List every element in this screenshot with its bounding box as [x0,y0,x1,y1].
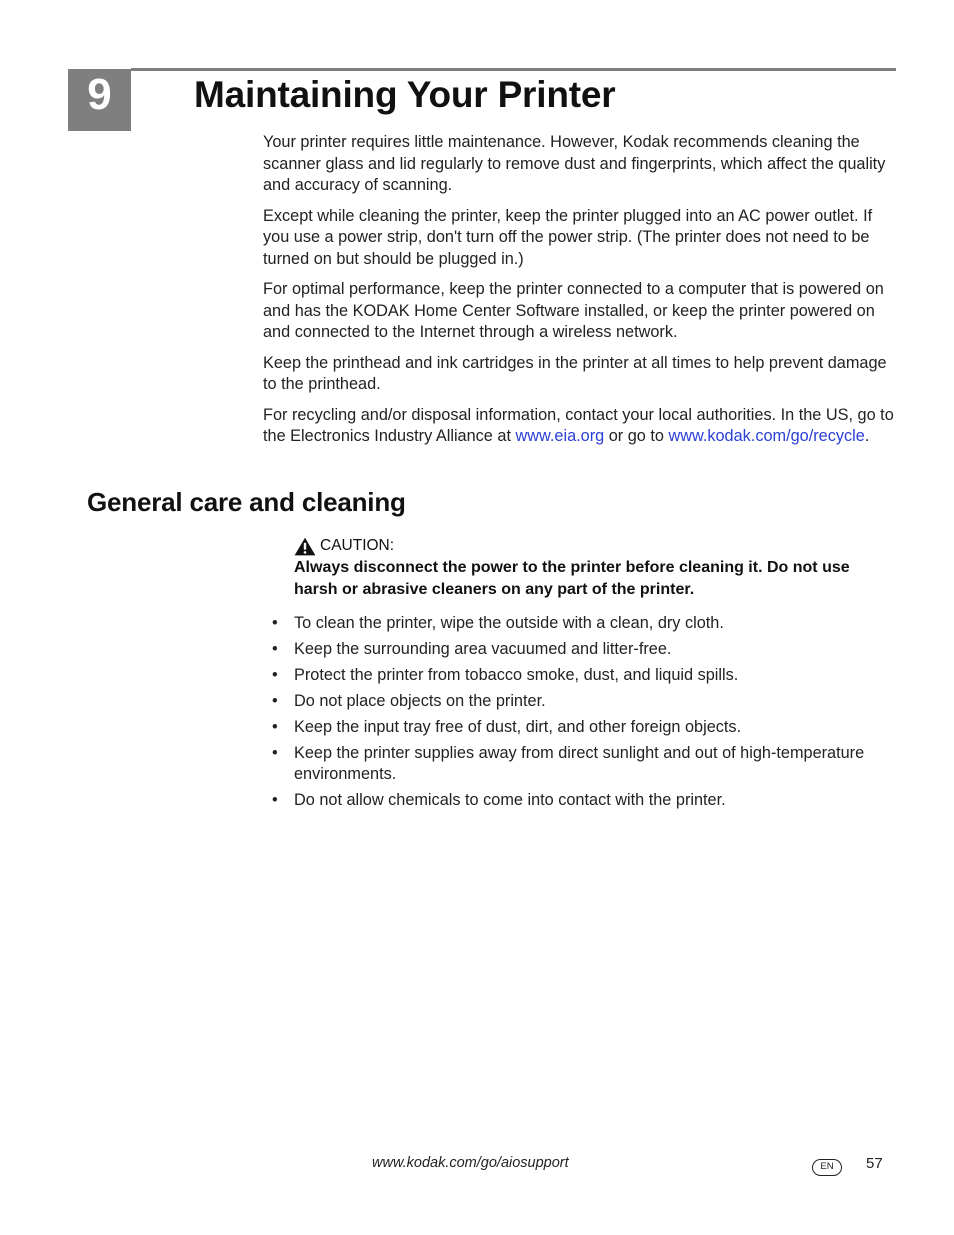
caution-text: Always disconnect the power to the printer before cleaning it. Do not use harsh or abrasive cleaners on any part of the printer. [294,559,850,598]
caution-box [294,535,894,601]
recycling-text: . [864,427,870,445]
recycling-text: or go to [604,427,669,445]
list-item-text: Protect the printer from tobacco smoke, dust, and liquid spills. [294,666,739,684]
list-item [272,639,899,660]
list-item [272,743,899,785]
recycling-text: For recycling and/or disposal information, contact your local authorities. In the US, go to the Electronics Industry Alliance at [263,405,894,445]
list-item-text: Do not allow chemicals to come into contact with the printer. [294,791,726,809]
bullet-icon: • [272,666,278,684]
intro-text [263,132,899,457]
language-badge: EN [812,1159,842,1176]
chapter-number-badge: 9 [68,69,131,131]
care-list [272,613,899,816]
bullet-icon: • [272,791,278,809]
intro-paragraph: For optimal performance, keep the printer connected to a computer that is powered on and has the KODAK Home Center Software installed, or keep the printer powered on and connected to the Internet through a wireless network. [263,280,884,341]
list-item [272,790,899,811]
section-title: General care and cleaning [87,487,406,517]
intro-paragraph: Your printer requires little maintenance. However, Kodak recommends cleaning the scanner glass and lid regularly to remove dust and fingerprints, which affect the quality and accuracy of scanning. [263,133,886,194]
list-item-text: Keep the input tray free of dust, dirt, and other foreign objects. [294,718,742,736]
intro-paragraph: Keep the printhead and ink cartridges in the printer at all times to help prevent damage to the printhead. [263,353,887,393]
list-item-text: Keep the surrounding area vacuumed and litter-free. [294,640,672,658]
list-item [272,613,899,634]
chapter-rule [131,68,896,71]
chapter-title: Maintaining Your Printer [194,74,616,115]
caution-header [294,535,894,557]
caution-label: CAUTION: [320,537,395,554]
bullet-icon: • [272,744,278,762]
eia-link[interactable]: www.eia.org [515,427,605,445]
recycling-paragraph [263,405,899,448]
footer-url: www.kodak.com/go/aiosupport [372,1155,569,1171]
list-item [272,717,899,738]
kodak-recycle-link[interactable]: www.kodak.com/go/recycle [668,427,865,445]
bullet-icon: • [272,640,278,658]
bullet-icon: • [272,718,278,736]
bullet-icon: • [272,692,278,710]
bullet-icon: • [272,614,278,632]
list-item [272,691,899,712]
intro-paragraph: Except while cleaning the printer, keep the printer plugged into an AC power outlet. If you use a power strip, don't turn off the power strip. (The printer does not need to be turned on but should be plugged in.) [263,206,873,268]
warning-triangle-icon [294,537,316,556]
list-item-text: Keep the printer supplies away from direct sunlight and out of high-temperature environments. [294,744,865,783]
list-item-text: To clean the printer, wipe the outside with a clean, dry cloth. [294,614,724,632]
list-item-text: Do not place objects on the printer. [294,692,546,710]
list-item [272,665,899,686]
page-number: 57 [866,1155,883,1172]
